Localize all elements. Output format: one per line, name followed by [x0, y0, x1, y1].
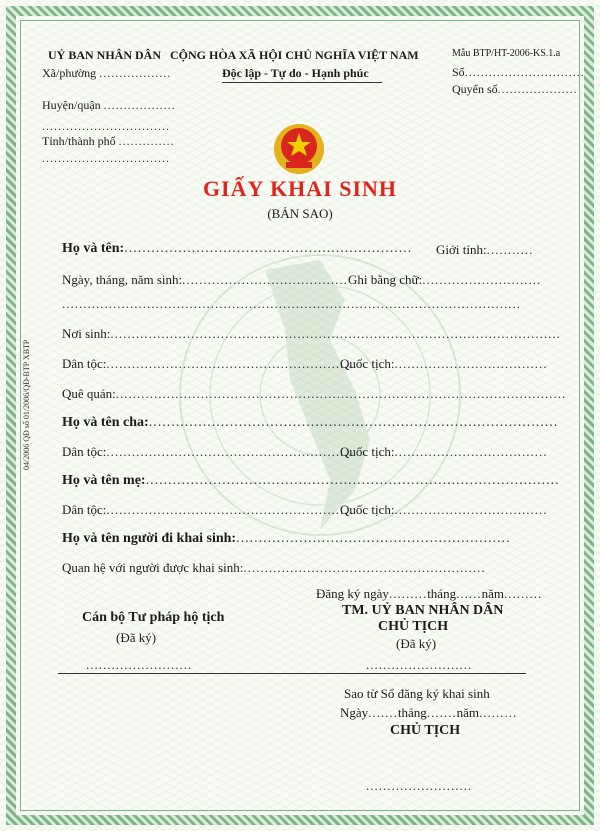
divider-line: [58, 673, 526, 674]
motto: Độc lập - Tự do - Hạnh phúc: [222, 66, 369, 80]
country-name: CỘNG HÒA XÃ HỘI CHỦ NGHĨA VIỆT NAM: [170, 48, 419, 62]
book-label: Quyển số....................: [452, 82, 578, 96]
motto-underline: [222, 82, 382, 83]
registration-date: Đăng ký ngày.........tháng......năm.........: [316, 586, 543, 601]
document-subtitle: (BẢN SAO): [267, 206, 333, 221]
field-gender: Giới tính:...........: [436, 242, 534, 257]
committee-title: TM. UỶ BAN NHÂN DÂN: [342, 603, 504, 618]
dob-words-line: ............................................................................................................: [62, 296, 521, 311]
field-father-name: Họ và tên cha:...........................................................................................: [62, 415, 559, 430]
copy-signature-line: .........................: [366, 778, 473, 793]
province-label: Tỉnh/thành phố ..............: [42, 134, 175, 148]
document-title: GIẤY KHAI SINH: [202, 176, 398, 201]
field-full-name: Họ và tên:................................................................: [62, 241, 413, 256]
field-mother-name: Họ và tên mẹ:............................................................................................: [62, 473, 560, 488]
org-name: UỶ BAN NHÂN DÂN: [48, 48, 161, 62]
field-hometown: Quê quán:..........................................................................................................: [62, 386, 567, 401]
copy-chairman-title: CHỦ TỊCH: [390, 723, 461, 738]
officer-signature-line: .........................: [86, 657, 193, 672]
district-dots: ................................: [42, 119, 170, 133]
side-code: 04/2006 QĐ số 01/2006/QĐ-BTP XBTP: [22, 339, 31, 470]
ward-label: Xã/phường ..................: [42, 66, 172, 80]
national-emblem-icon: [272, 122, 326, 176]
copy-from-label: Sao từ Sổ đăng ký khai sinh: [344, 686, 490, 701]
field-mother-ethnicity: Dân tộc:..........................................................: [62, 502, 353, 517]
province-dots: ................................: [42, 151, 170, 165]
field-ethnicity: Dân tộc:..........................................................: [62, 356, 353, 371]
field-dob: Ngày, tháng, năm sinh:.......................................: [62, 272, 348, 287]
field-declarant-name: Họ và tên người đi khai sinh:.............................................................: [62, 531, 511, 546]
field-nationality: Quốc tịch:....................................: [340, 356, 548, 371]
district-label: Huyện/quận ..................: [42, 98, 176, 112]
chairman-signature-line: .........................: [366, 657, 473, 672]
field-birthplace: Nơi sinh:..........................................................................................................: [62, 326, 561, 341]
field-father-ethnicity: Dân tộc:..........................................................: [62, 444, 353, 459]
officer-title: Cán bộ Tư pháp hộ tịch: [82, 610, 225, 625]
field-relationship: Quan hệ với người được khai sinh:.........................................................: [62, 560, 486, 575]
field-dob-words: Ghi bằng chữ:............................: [348, 272, 542, 287]
officer-signed: (Đã ký): [116, 630, 157, 645]
number-label: Số..............................: [452, 65, 585, 79]
field-mother-nationality: Quốc tịch:....................................: [340, 502, 548, 517]
chairman-signed: (Đã ký): [396, 636, 437, 651]
copy-date: Ngày.......tháng.......năm.........: [340, 705, 518, 720]
form-code: Mẫu BTP/HT-2006-KS.1.a: [452, 48, 561, 59]
field-father-nationality: Quốc tịch:....................................: [340, 444, 548, 459]
chairman-title: CHỦ TỊCH: [378, 619, 449, 634]
